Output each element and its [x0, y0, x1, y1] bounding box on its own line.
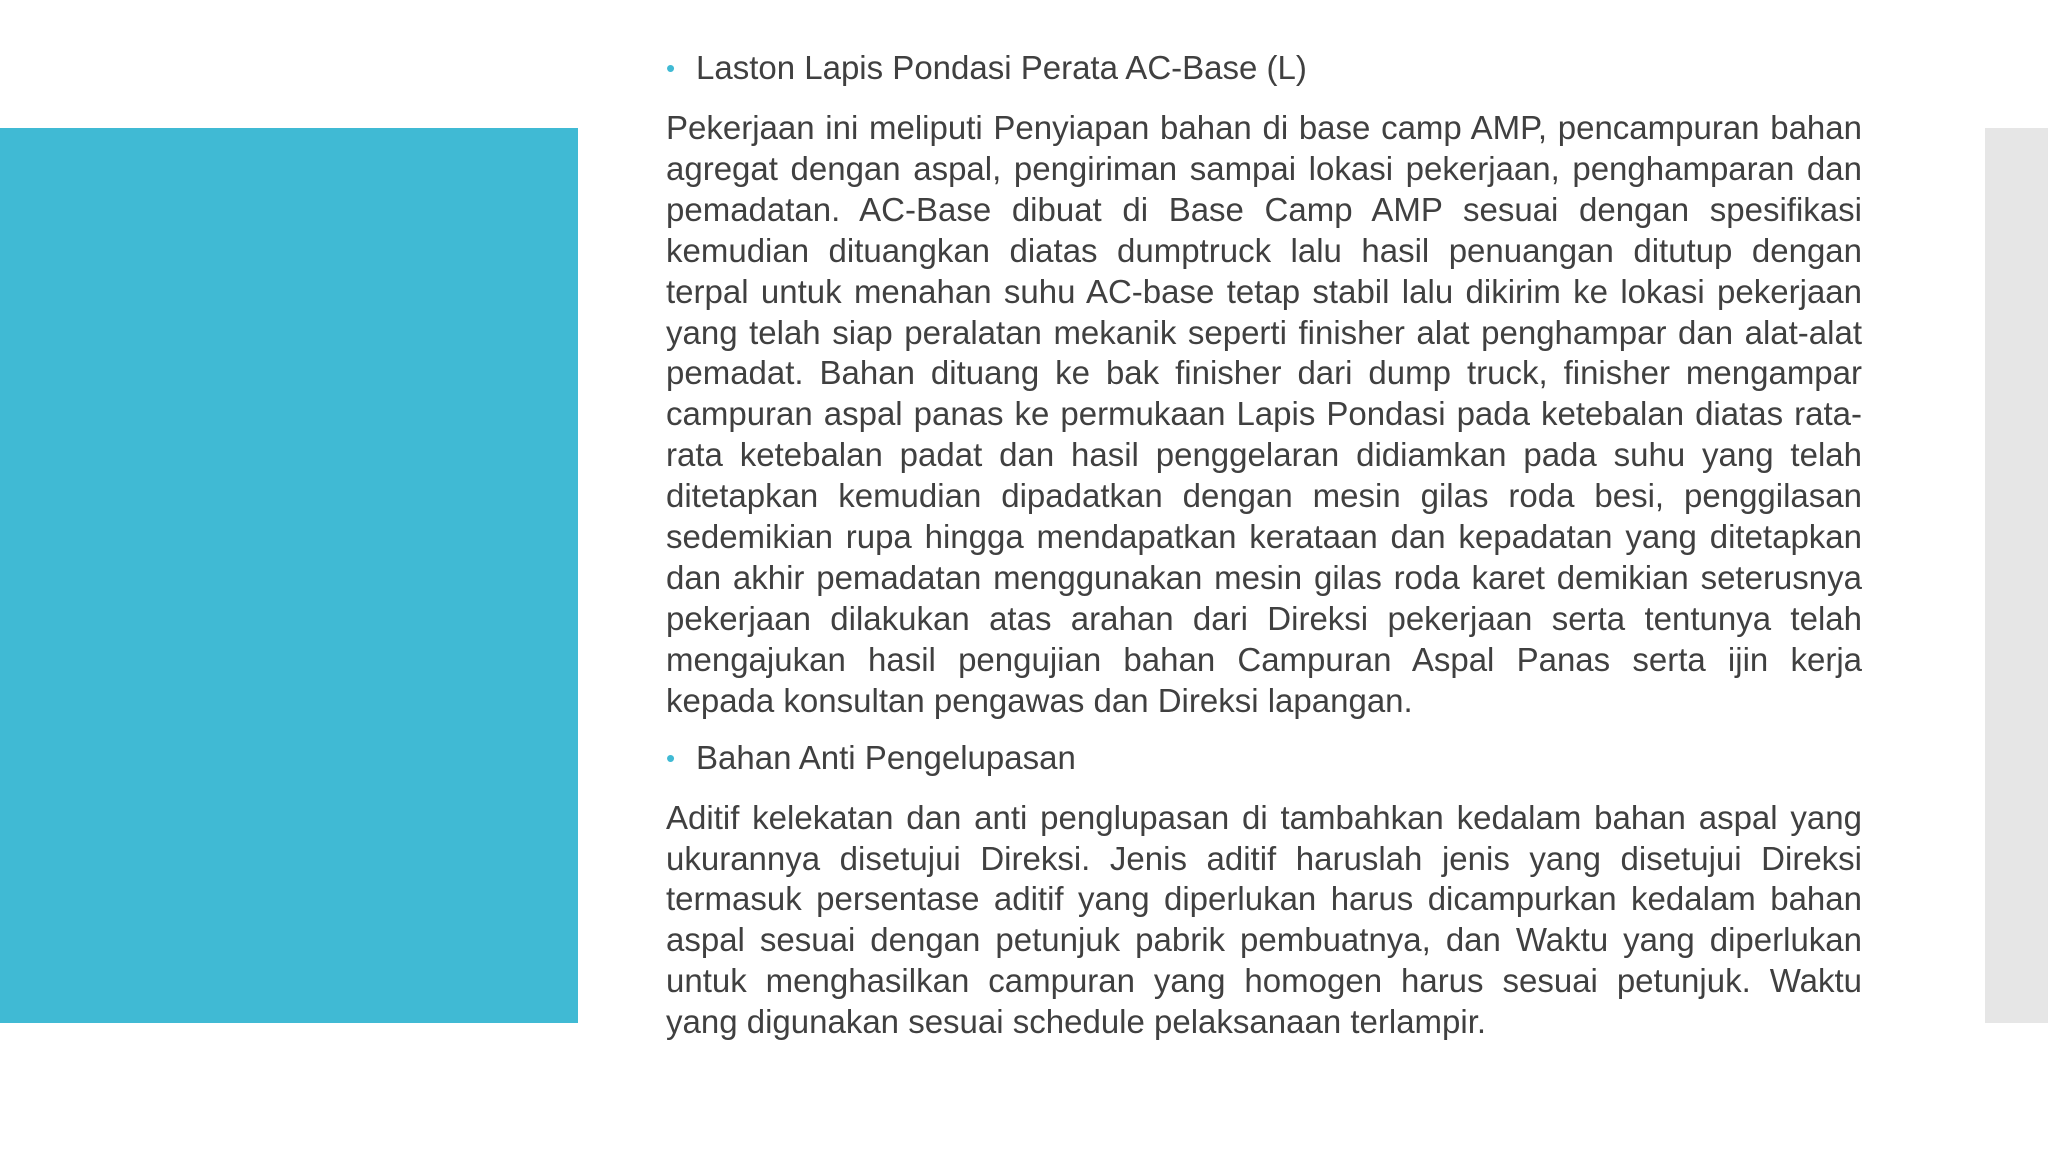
right-gray-bar [1985, 128, 2048, 1023]
heading-text: Bahan Anti Pengelupasan [696, 738, 1076, 776]
bullet-heading-laston [666, 46, 1862, 90]
bullet-dot-icon: • [666, 53, 676, 83]
bullet-heading-anti-pengelupasan [666, 736, 1862, 780]
heading-text: Laston Lapis Pondasi Perata AC-Base (L) [696, 49, 1307, 86]
paragraph-anti-pengelupasan: Aditif kelekatan dan anti penglupasan di tambahkan kedalam bahan aspal yang ukurannya disetujui Direksi. Jenis aditif haruslah jenis yang disetujui Direksi termasuk persentase aditif yang diperlukan harus dicampurkan kedalam bahan aspal sesuai dengan petunjuk pabrik pembuatnya, dan Waktu yang diperlukan untuk menghasilkan campuran yang homogen harus sesuai petunjuk. Waktu yang digunakan sesuai schedule pelaksanaan terlampir. [666, 798, 1862, 1041]
paragraph-laston: Pekerjaan ini meliputi Penyiapan bahan di base camp AMP, pencampuran bahan agregat dengan aspal, pengiriman sampai lokasi pekerjaan, penghamparan dan pemadatan. AC-Base dibuat di Base Camp AMP sesuai dengan spesifikasi kemudian dituangkan diatas dumptruck lalu hasil penuangan ditutup dengan terpal untuk menahan suhu AC-base tetap stabil lalu dikirim ke lokasi pekerjaan yang telah siap peralatan mekanik seperti finisher alat penghampar dan alat-alat pemadat. Bahan dituang ke bak finisher dari dump truck, finisher mengampar campuran aspal panas ke permukaan Lapis Pondasi pada ketebalan diatas rata-rata ketebalan padat dan hasil penggelaran didiamkan pada suhu yang telah ditetapkan kemudian dipadatkan dengan mesin gilas roda besi, penggilasan sedemikian rupa hingga mendapatkan kerataan dan kepadatan yang ditetapkan dan akhir pemadatan menggunakan mesin gilas roda karet demikian seterusnya pekerjaan dilakukan atas arahan dari Direksi pekerjaan serta tentunya telah mengajukan hasil pengujian bahan Campuran Aspal Panas serta ijin kerja kepada konsultan pengawas dan Direksi lapangan. [666, 109, 1862, 719]
accent-color-block [0, 128, 578, 1023]
bullet-dot-icon: • [666, 742, 676, 773]
slide-content [666, 46, 1862, 1057]
